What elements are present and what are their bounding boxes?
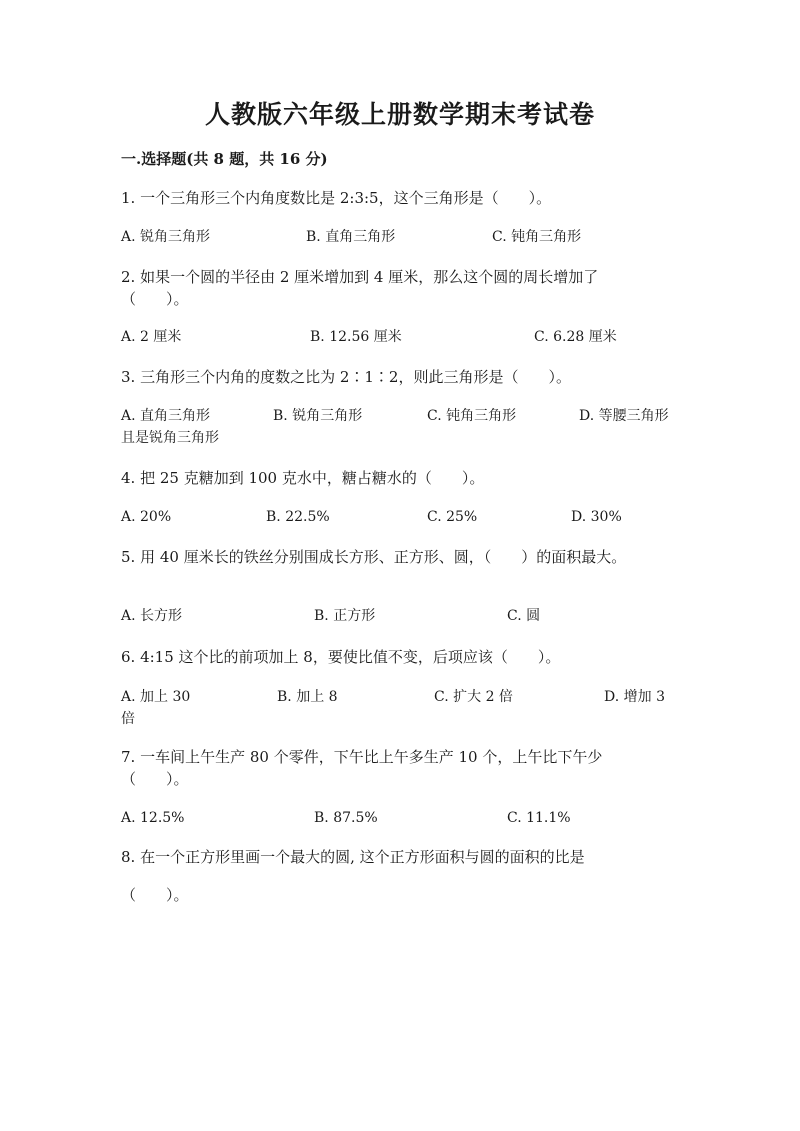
question-3-stem: 3. 三角形三个内角的度数之比为 2∶1∶2，则此三角形是（ ）。 [121, 368, 571, 386]
option-c[interactable]: C. 圆 [507, 608, 541, 624]
question-6-options [121, 687, 691, 707]
option-c[interactable]: C. 6.28 厘米 [534, 329, 617, 345]
option-b[interactable]: B. 22.5% [266, 509, 330, 525]
question-4-options [121, 507, 691, 527]
option-d-continuation: 倍 [121, 711, 135, 727]
question-2-options [121, 327, 691, 347]
question-4-stem: 4. 把 25 克糖加到 100 克水中，糖占糖水的（ ）。 [121, 469, 485, 487]
option-b[interactable]: B. 直角三角形 [306, 229, 396, 245]
question-7-stem: 7. 一车间上午生产 80 个零件，下午比上午多生产 10 个，上午比下午少（ ）。 [121, 748, 603, 788]
question-5-stem: 5. 用 40 厘米长的铁丝分别围成长方形、正方形、圆，（ ）的面积最大。 [121, 548, 627, 566]
option-c[interactable]: C. 25% [427, 509, 478, 525]
option-b[interactable]: B. 加上 8 [277, 689, 338, 705]
option-a[interactable]: A. 直角三角形 [121, 408, 211, 424]
question-1-stem: 1. 一个三角形三个内角度数比是 2:3:5，这个三角形是（ ）。 [121, 189, 552, 207]
question-7-options [121, 808, 691, 828]
option-a[interactable]: A. 2 厘米 [121, 329, 182, 345]
page-title: 人教版六年级上册数学期末考试卷 [204, 100, 595, 129]
question-1-options [121, 227, 691, 247]
section-heading: 一.选择题(共 8 题，共 16 分) [121, 150, 328, 168]
option-c[interactable]: C. 钝角三角形 [492, 229, 582, 245]
question-5-options [121, 606, 691, 626]
question-2-stem: 2. 如果一个圆的半径由 2 厘米增加到 4 厘米，那么这个圆的周长增加了（ ）。 [121, 268, 599, 308]
option-a[interactable]: A. 锐角三角形 [121, 229, 211, 245]
question-8-stem: 8. 在一个正方形里画一个最大的圆, 这个正方形面积与圆的面积的比是 [121, 848, 585, 866]
option-c[interactable]: C. 钝角三角形 [427, 408, 517, 424]
question-8-stem-continued: （ ）。 [121, 886, 189, 904]
option-d[interactable]: D. 增加 3 [604, 689, 665, 705]
option-a[interactable]: A. 12.5% [121, 810, 185, 826]
option-b[interactable]: B. 87.5% [314, 810, 378, 826]
option-b[interactable]: B. 锐角三角形 [273, 408, 363, 424]
option-a[interactable]: A. 20% [121, 509, 172, 525]
option-a[interactable]: A. 长方形 [121, 608, 183, 624]
option-d-continuation: 且是锐角三角形 [121, 430, 219, 446]
option-c[interactable]: C. 扩大 2 倍 [434, 689, 513, 705]
option-a[interactable]: A. 加上 30 [121, 689, 191, 705]
option-b[interactable]: B. 12.56 厘米 [310, 329, 402, 345]
option-d[interactable]: D. 等腰三角形 [579, 408, 669, 424]
option-c[interactable]: C. 11.1% [507, 810, 571, 826]
option-b[interactable]: B. 正方形 [314, 608, 376, 624]
option-d[interactable]: D. 30% [571, 509, 622, 525]
question-6-stem: 6. 4:15 这个比的前项加上 8，要使比值不变，后项应该（ ）。 [121, 648, 561, 666]
question-3-options [121, 406, 691, 426]
